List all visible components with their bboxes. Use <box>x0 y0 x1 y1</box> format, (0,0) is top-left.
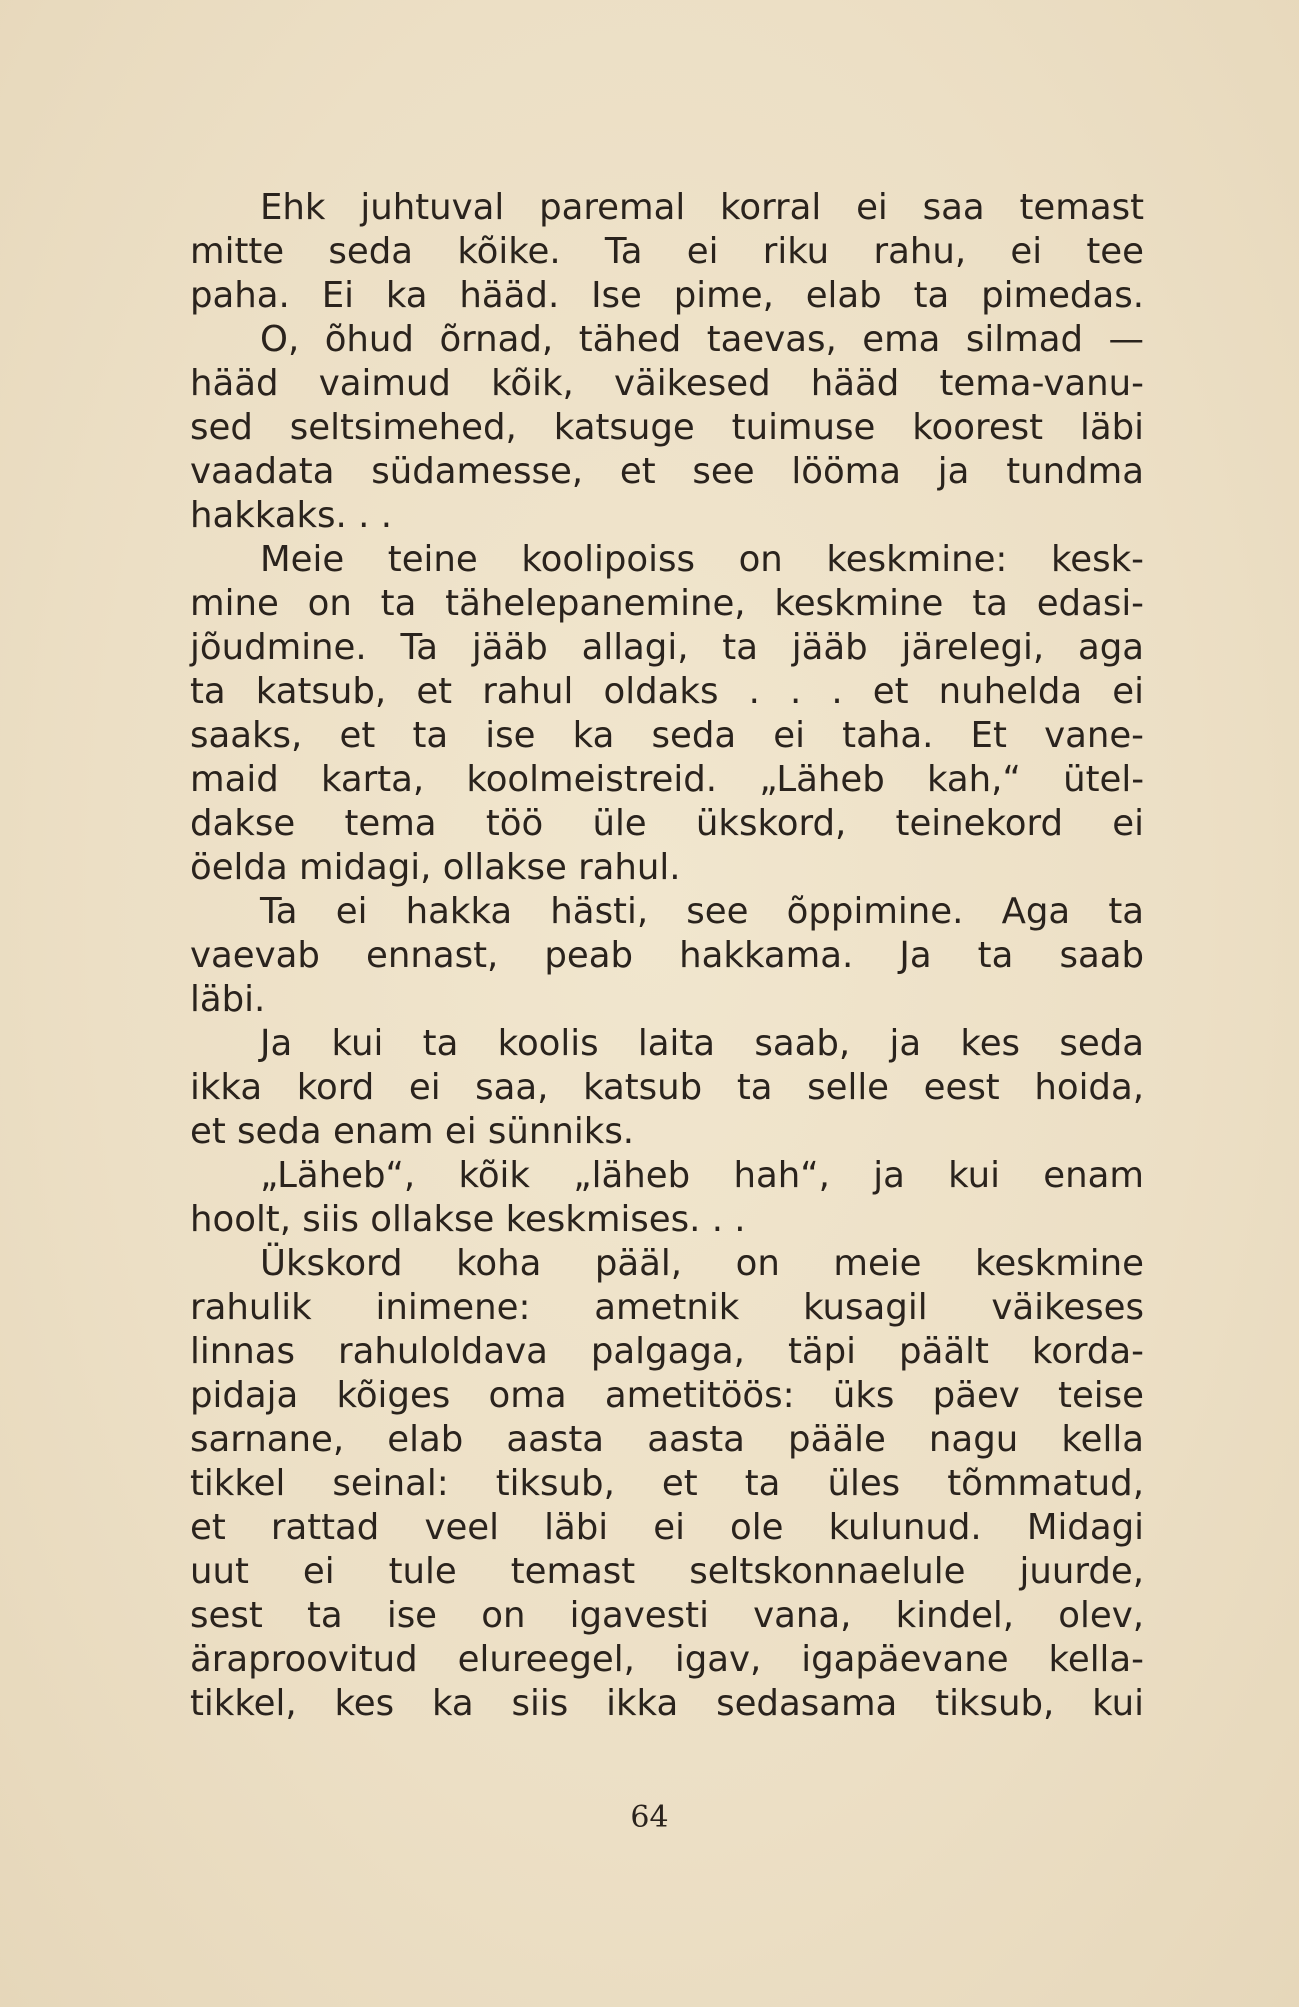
text-line: mitte seda kõike. Ta ei riku rahu, ei tee <box>190 231 1144 272</box>
text-line: Ükskord koha pääl, on meie keskmine <box>260 1243 1144 1284</box>
text-line: vaadata südamesse, et see lööma ja tundma <box>190 451 1144 492</box>
text-line: paha. Ei ka hääd. Ise pime, elab ta pimedas. <box>190 275 1144 316</box>
text-line: Ja kui ta koolis laita saab, ja kes seda <box>260 1023 1144 1064</box>
text-line: tikkel seinal: tiksub, et ta üles tõmmatud, <box>190 1463 1144 1504</box>
text-line: Ta ei hakka hästi, see õppimine. Aga ta <box>260 891 1144 932</box>
text-line: pidaja kõiges oma ametitöös: üks päev teise <box>190 1375 1144 1416</box>
text-line: maid karta, koolmeistreid. „Läheb kah,“ ütel- <box>190 759 1144 800</box>
text-line: äraproovitud elureegel, igav, igapäevane kella- <box>190 1639 1144 1680</box>
text-line: O, õhud õrnad, tähed taevas, ema silmad — <box>260 319 1144 360</box>
text-line: mine on ta tähelepanemine, keskmine ta edasi- <box>190 583 1144 624</box>
text-line: dakse tema töö üle ükskord, teinekord ei <box>190 803 1144 844</box>
text-line: hakkaks. . . <box>190 495 392 536</box>
text-line: rahulik inimene: ametnik kusagil väikeses <box>190 1287 1144 1328</box>
text-line: sest ta ise on igavesti vana, kindel, olev, <box>190 1595 1144 1636</box>
text-line: läbi. <box>190 979 266 1020</box>
text-line: linnas rahuloldava palgaga, täpi päält korda- <box>190 1331 1144 1372</box>
text-line: Meie teine koolipoiss on keskmine: kesk- <box>260 539 1144 580</box>
text-line: et seda enam ei sünniks. <box>190 1111 635 1152</box>
page-number: 64 <box>630 1800 669 1835</box>
text-line: sarnane, elab aasta aasta pääle nagu kella <box>190 1419 1144 1460</box>
text-line: „Läheb“, kõik „läheb hah“, ja kui enam <box>260 1155 1144 1196</box>
text-line: hoolt, siis ollakse keskmises. . . <box>190 1199 746 1240</box>
text-line: uut ei tule temast seltskonnaelule juurde, <box>190 1551 1144 1592</box>
text-line: jõudmine. Ta jääb allagi, ta jääb järelegi, aga <box>190 627 1144 668</box>
text-line: tikkel, kes ka siis ikka sedasama tiksub, kui <box>190 1683 1144 1724</box>
text-line: ikka kord ei saa, katsub ta selle eest hoida, <box>190 1067 1144 1108</box>
page-text <box>190 186 1144 1726</box>
text-line: vaevab ennast, peab hakkama. Ja ta saab <box>190 935 1144 976</box>
text-line: et rattad veel läbi ei ole kulunud. Midagi <box>190 1507 1144 1548</box>
text-line: sed seltsimehed, katsuge tuimuse koorest läbi <box>190 407 1144 448</box>
text-line: saaks, et ta ise ka seda ei taha. Et vane- <box>190 715 1144 756</box>
text-line: ta katsub, et rahul oldaks . . . et nuhelda ei <box>190 671 1144 712</box>
text-line: hääd vaimud kõik, väikesed hääd tema-vanu- <box>190 363 1144 404</box>
text-line: Ehk juhtuval paremal korral ei saa temast <box>260 187 1144 228</box>
text-line: öelda midagi, ollakse rahul. <box>190 847 681 888</box>
